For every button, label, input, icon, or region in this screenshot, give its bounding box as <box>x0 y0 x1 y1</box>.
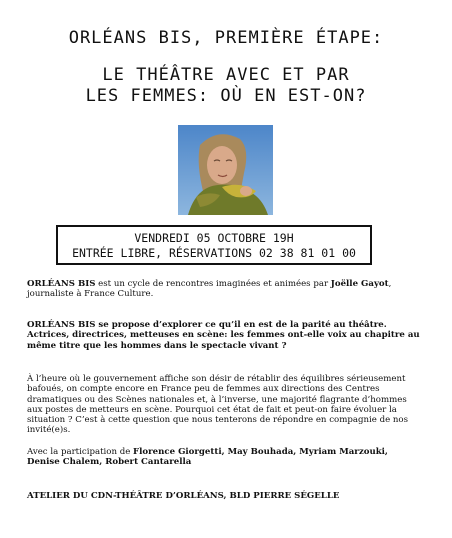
intro-text: est un cycle de rencontres imaginées et animées par <box>95 279 331 289</box>
intro-paragraph <box>27 279 422 300</box>
context-paragraph: À l’heure où le gouvernement affiche son désir de rétablir des équilibres sérieusement bafoués, on compte encore en France peu de femmes aux directions des Centres dramatiques ou des Scènes nationales et, à l’inverse, une majorité flagrante d’hommes aux postes de metteurs en scène. Pourquoi cet état de fait et peut-on faire évoluer la situation ? C’est à cette question que nous tenterons de répondre en compagnie de nos invité(e)s. <box>27 374 409 436</box>
topic-question: Actrices, directrices, metteuses en scène: les femmes ont-elle voix au chapitre au même titre que les hommes dans le spectacle vivant ? <box>27 330 420 351</box>
topic-paragraph <box>27 320 422 351</box>
participants-paragraph <box>27 447 422 468</box>
brand-name: ORLÉANS BIS <box>27 279 96 289</box>
event-date: VENDREDI 05 OCTOBRE 19H <box>134 231 294 245</box>
participants-intro: Avec la participation de <box>27 447 134 457</box>
topic-text: se propose d’explorer ce qu’il en est de la parité au théâtre. <box>95 320 387 330</box>
event-entry: ENTRÉE LIBRE, RÉSERVATIONS 02 38 81 01 00 <box>72 246 356 260</box>
participants-names: Florence Giorgetti, May Bouhada, Myriam Marzouki, Denise Chalem, Robert Cantarella <box>27 447 388 468</box>
event-info-box <box>56 225 372 265</box>
journalist-name: Joëlle Gayot <box>330 279 389 289</box>
venue-line <box>27 491 422 501</box>
title-line-1: ORLÉANS BIS, PREMIÈRE ÉTAPE: <box>68 28 384 48</box>
venue-text: ATELIER DU CDN-THÉÂTRE D’ORLÉANS, BLD PIERRE SÉGELLE <box>27 491 340 501</box>
intro-text-end: , journaliste à France Culture. <box>27 279 392 300</box>
portrait-photo <box>178 125 273 215</box>
title-line-3: LES FEMMES: OÙ EN EST-ON? <box>85 86 367 106</box>
brand-name-2: ORLÉANS BIS <box>27 320 96 330</box>
title-line-2: LE THÉÂTRE AVEC ET PAR <box>102 65 350 85</box>
